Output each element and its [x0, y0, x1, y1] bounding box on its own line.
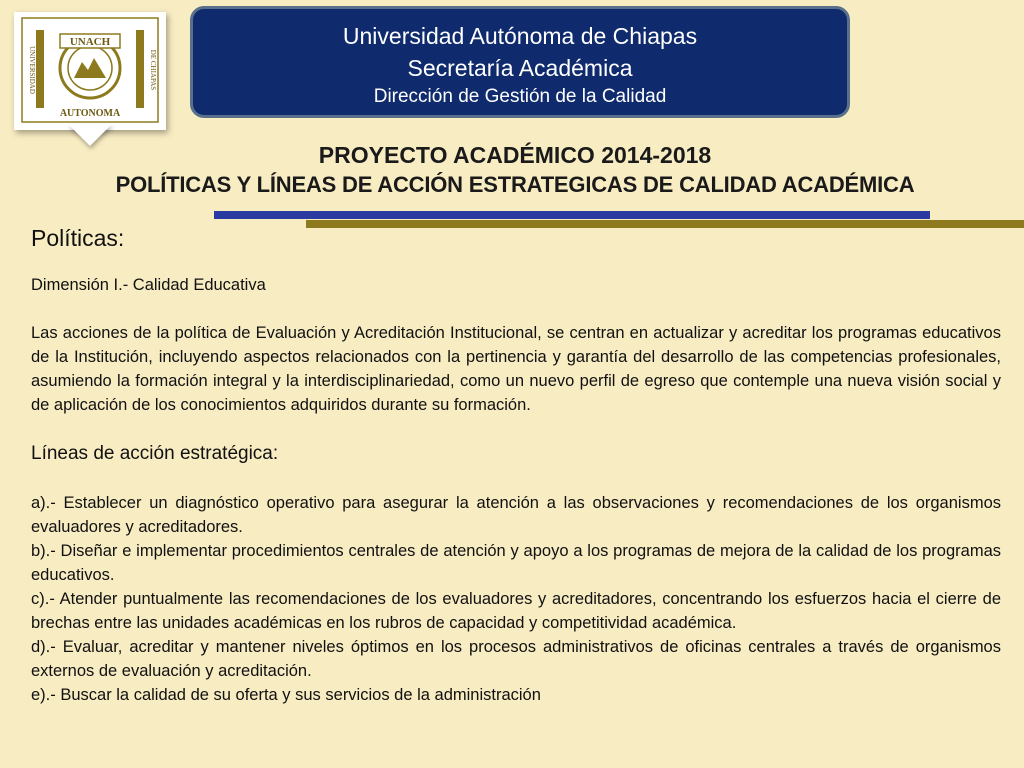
list-item: a).- Establecer un diagnóstico operativo para asegurar la atención a las observaciones y recomendaciones de los organismos evaluadores y acreditadores.	[31, 494, 1001, 536]
logo-top-text: UNACH	[69, 36, 111, 48]
unach-logo	[14, 12, 166, 148]
action-lines-list	[31, 491, 1001, 707]
section-heading: Políticas:	[31, 225, 125, 251]
institution-header	[190, 6, 850, 118]
logo-left-text: UNIVERSIDAD	[28, 46, 36, 94]
dimension-label: Dimensión I.- Calidad Educativa	[31, 276, 266, 294]
list-item: c).- Atender puntualmente las recomendaciones de los evaluadores y acreditadores, concentrando los esfuerzos hacia el cierre de brechas entre las unidades académicas en los rubros de capacidad y competitividad académica.	[31, 590, 1001, 632]
action-lines-heading: Líneas de acción estratégica:	[31, 443, 279, 464]
directorate-name: Dirección de Gestión de la Calidad	[373, 86, 667, 107]
policy-paragraph: Las acciones de la política de Evaluación y Acreditación Institucional, se centran en actualizar y acreditar los programas educativos de la Institución, incluyendo aspectos relacionados con la pertinencia y garantía del desarrollo de las competencias profesionales, asumiendo la formación integral y la interdisciplinariedad, como un nuevo perfil de egreso que contemple una nueva visión social y de aplicación de los conocimientos adquiridos durante su formación.	[31, 324, 1001, 414]
slide-content	[31, 225, 1001, 707]
list-item: d).- Evaluar, acreditar y mantener niveles óptimos en los procesos administrativos de oficinas centrales a través de organismos externos de evaluación y acreditación.	[31, 638, 1001, 680]
university-seal-icon	[14, 12, 166, 130]
policies-title: POLÍTICAS Y LÍNEAS DE ACCIÓN ESTRATEGICAS DE CALIDAD ACADÉMICA	[115, 172, 915, 197]
divider-blue	[214, 211, 930, 219]
logo-right-text: DE CHIAPAS	[149, 49, 157, 91]
secretariat-name: Secretaría Académica	[407, 55, 633, 81]
list-item: b).- Diseñar e implementar procedimientos centrales de atención y apoyo a los programas de mejora de la calidad de los programas educativos.	[31, 542, 1001, 584]
project-title: PROYECTO ACADÉMICO 2014-2018	[318, 142, 712, 168]
logo-bottom-text: AUTONOMA	[59, 108, 121, 119]
university-name: Universidad Autónoma de Chiapas	[342, 23, 698, 49]
list-item: e).- Buscar la calidad de su oferta y sus servicios de la administración	[31, 686, 541, 704]
